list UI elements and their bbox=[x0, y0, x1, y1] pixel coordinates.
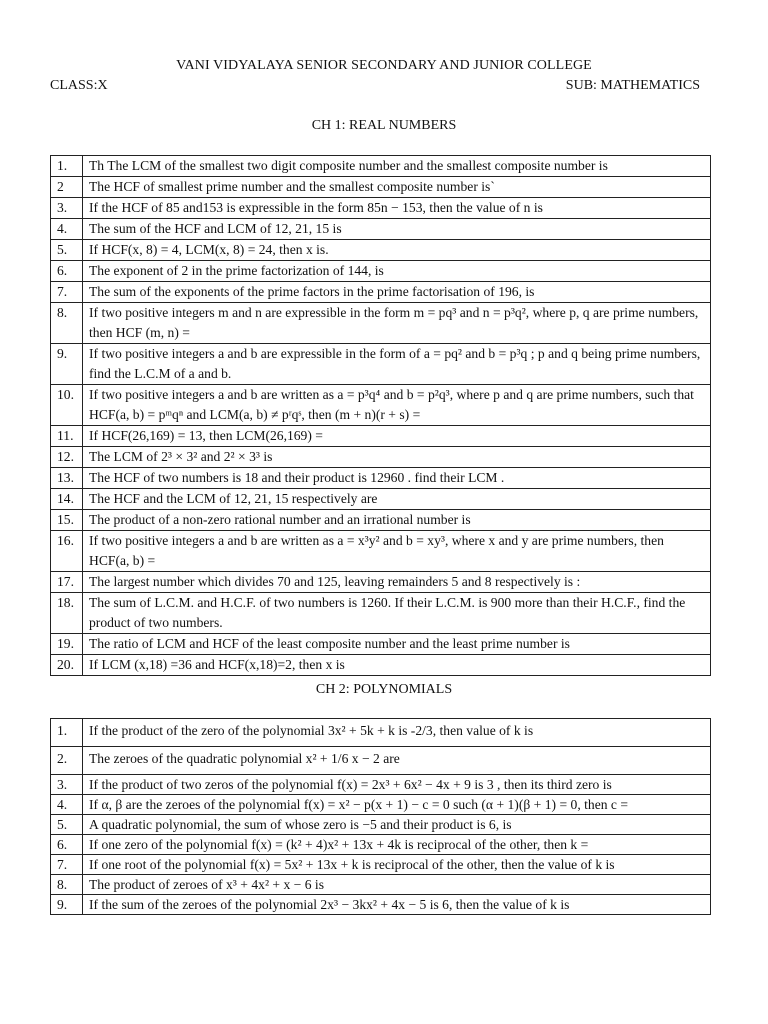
question-number: 9. bbox=[51, 344, 83, 385]
question-number: 4. bbox=[51, 795, 83, 815]
question-text: If two positive integers a and b are written as a = x³y² and b = xy³, where x and y are prime numbers, then HCF(a, b) = bbox=[83, 531, 711, 572]
chapter1-heading: CH 1: REAL NUMBERS bbox=[311, 118, 457, 133]
question-number: 1. bbox=[51, 156, 83, 177]
question-text: If the product of the zero of the polynomial 3x² + 5k + k is -2/3, then value of k is bbox=[83, 719, 711, 747]
question-number: 7. bbox=[51, 282, 83, 303]
question-text: The HCF of smallest prime number and the smallest composite number is` bbox=[83, 177, 711, 198]
question-text: If the product of two zeros of the polynomial f(x) = 2x³ + 6x² − 4x + 9 is 3 , then its third zero is bbox=[83, 775, 711, 795]
question-text: If the sum of the zeroes of the polynomial 2x³ − 3kx² + 4x − 5 is 6, then the value of k is bbox=[83, 895, 711, 915]
question-row bbox=[51, 177, 711, 198]
class-label: CLASS:X bbox=[50, 78, 108, 93]
question-text: If two positive integers a and b are written as a = p³q⁴ and b = p²q³, where p and q are prime numbers, such that HCF(a, b) = pᵐqⁿ and LCM(a, b) ≠ pʳqˢ, then (m + n)(r + s) = bbox=[83, 385, 711, 426]
question-row bbox=[51, 303, 711, 344]
question-row bbox=[51, 219, 711, 240]
question-text: The sum of the exponents of the prime factors in the prime factorisation of 196, is bbox=[83, 282, 711, 303]
question-row bbox=[51, 719, 711, 747]
question-number: 20. bbox=[51, 655, 83, 676]
question-row bbox=[51, 240, 711, 261]
subject-label: SUB: MATHEMATICS bbox=[565, 78, 700, 93]
question-number: 13. bbox=[51, 468, 83, 489]
question-text: If LCM (x,18) =36 and HCF(x,18)=2, then x is bbox=[83, 655, 711, 676]
question-row bbox=[51, 634, 711, 655]
question-number: 18. bbox=[51, 593, 83, 634]
school-title: VANI VIDYALAYA SENIOR SECONDARY AND JUNIOR COLLEGE bbox=[176, 58, 592, 73]
question-row bbox=[51, 426, 711, 447]
chapter1-question-table bbox=[50, 155, 711, 676]
question-text: If HCF(x, 8) = 4, LCM(x, 8) = 24, then x is. bbox=[83, 240, 711, 261]
question-number: 10. bbox=[51, 385, 83, 426]
question-row bbox=[51, 385, 711, 426]
question-row bbox=[51, 835, 711, 855]
question-number: 2 bbox=[51, 177, 83, 198]
question-number: 5. bbox=[51, 240, 83, 261]
question-row bbox=[51, 795, 711, 815]
chapter2-question-table bbox=[50, 718, 711, 915]
question-number: 8. bbox=[51, 303, 83, 344]
question-row bbox=[51, 447, 711, 468]
question-text: If the HCF of 85 and153 is expressible in the form 85n − 153, then the value of n is bbox=[83, 198, 711, 219]
question-number: 19. bbox=[51, 634, 83, 655]
chapter2-heading: CH 2: POLYNOMIALS bbox=[315, 682, 453, 697]
question-row bbox=[51, 655, 711, 676]
question-text: If two positive integers m and n are expressible in the form m = pq³ and n = p³q², where p, q are prime numbers, then HCF (m, n) = bbox=[83, 303, 711, 344]
question-row bbox=[51, 344, 711, 385]
question-number: 1. bbox=[51, 719, 83, 747]
question-row bbox=[51, 593, 711, 634]
question-row bbox=[51, 282, 711, 303]
question-text: If one root of the polynomial f(x) = 5x² + 13x + k is reciprocal of the other, then the value of k is bbox=[83, 855, 711, 875]
question-text: If α, β are the zeroes of the polynomial f(x) = x² − p(x + 1) − c = 0 such (α + 1)(β + 1) = 0, then c = bbox=[83, 795, 711, 815]
question-text: The zeroes of the quadratic polynomial x² + 1/6 x − 2 are bbox=[83, 747, 711, 775]
question-row bbox=[51, 855, 711, 875]
question-number: 9. bbox=[51, 895, 83, 915]
question-number: 17. bbox=[51, 572, 83, 593]
question-text: If two positive integers a and b are expressible in the form of a = pq² and b = p³q ; p and q being prime numbers, find the L.C.M of a and b. bbox=[83, 344, 711, 385]
question-text: If one zero of the polynomial f(x) = (k² + 4)x² + 13x + 4k is reciprocal of the other, then k = bbox=[83, 835, 711, 855]
question-number: 14. bbox=[51, 489, 83, 510]
question-number: 6. bbox=[51, 261, 83, 282]
question-row bbox=[51, 489, 711, 510]
question-number: 7. bbox=[51, 855, 83, 875]
question-number: 16. bbox=[51, 531, 83, 572]
question-row bbox=[51, 531, 711, 572]
question-row bbox=[51, 747, 711, 775]
question-text: The HCF and the LCM of 12, 21, 15 respectively are bbox=[83, 489, 711, 510]
question-number: 5. bbox=[51, 815, 83, 835]
question-number: 2. bbox=[51, 747, 83, 775]
question-row bbox=[51, 572, 711, 593]
question-row bbox=[51, 261, 711, 282]
question-text: The product of a non-zero rational number and an irrational number is bbox=[83, 510, 711, 531]
question-number: 6. bbox=[51, 835, 83, 855]
question-text: The sum of the HCF and LCM of 12, 21, 15 is bbox=[83, 219, 711, 240]
question-number: 11. bbox=[51, 426, 83, 447]
question-row bbox=[51, 875, 711, 895]
question-row bbox=[51, 468, 711, 489]
question-text: A quadratic polynomial, the sum of whose zero is −5 and their product is 6, is bbox=[83, 815, 711, 835]
question-row bbox=[51, 156, 711, 177]
question-text: The exponent of 2 in the prime factorization of 144, is bbox=[83, 261, 711, 282]
question-text: The ratio of LCM and HCF of the least composite number and the least prime number is bbox=[83, 634, 711, 655]
question-number: 12. bbox=[51, 447, 83, 468]
question-row bbox=[51, 510, 711, 531]
question-number: 3. bbox=[51, 775, 83, 795]
question-text: If HCF(26,169) = 13, then LCM(26,169) = bbox=[83, 426, 711, 447]
question-text: The largest number which divides 70 and 125, leaving remainders 5 and 8 respectively is : bbox=[83, 572, 711, 593]
question-text: The product of zeroes of x³ + 4x² + x − 6 is bbox=[83, 875, 711, 895]
question-text: The HCF of two numbers is 18 and their product is 12960 . find their LCM . bbox=[83, 468, 711, 489]
question-text: Th The LCM of the smallest two digit composite number and the smallest composite number is bbox=[83, 156, 711, 177]
question-number: 8. bbox=[51, 875, 83, 895]
question-text: The LCM of 2³ × 3² and 2² × 3³ is bbox=[83, 447, 711, 468]
question-row bbox=[51, 815, 711, 835]
question-number: 3. bbox=[51, 198, 83, 219]
question-text: The sum of L.C.M. and H.C.F. of two numbers is 1260. If their L.C.M. is 900 more than their H.C.F., find the product of two numbers. bbox=[83, 593, 711, 634]
question-number: 15. bbox=[51, 510, 83, 531]
question-number: 4. bbox=[51, 219, 83, 240]
question-row bbox=[51, 198, 711, 219]
question-row bbox=[51, 775, 711, 795]
question-row bbox=[51, 895, 711, 915]
